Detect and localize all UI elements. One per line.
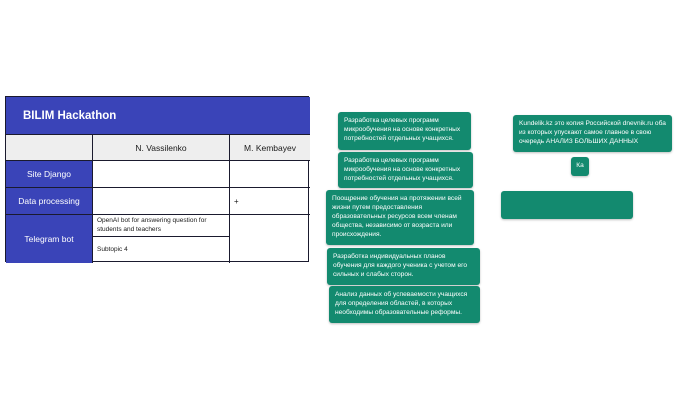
cell-telegram-openai-topic[interactable]: OpenAI bot for answering question for students and teachers: [93, 215, 230, 237]
note-card-ka[interactable]: Ка: [571, 157, 589, 176]
cell-data-processing-vassilenko[interactable]: [93, 188, 230, 215]
cell-telegram-bot-kembayev[interactable]: [230, 215, 310, 263]
note-card-microlearning-2[interactable]: Разработка целевых программ микрообучения на основе конкретных потребностей отдельных учащихся.: [338, 152, 473, 188]
header-empty-cell: [6, 135, 93, 161]
cell-site-django-kembayev[interactable]: [230, 161, 310, 188]
cell-site-django-vassilenko[interactable]: [93, 161, 230, 188]
table-title: BILIM Hackathon: [6, 97, 310, 135]
header-m-kembayev: M. Kembayev: [230, 135, 310, 161]
header-n-vassilenko: N. Vassilenko: [93, 135, 230, 161]
row-label-telegram-bot: Telegram bot: [6, 215, 93, 263]
note-card-individual-plans[interactable]: Разработка индивидуальных планов обучения для каждого ученика с учетом его сильных и слабых сторон.: [327, 248, 480, 285]
row-label-data-processing: Data processing: [6, 188, 93, 215]
note-card-kundelik[interactable]: Kundelik.kz это копия Российской dnevnik.ru оба из которых упускают самое главное в свою очередь АНАЛИЗ БОЛЬШИХ ДАННЫХ: [513, 115, 672, 152]
note-card-microlearning-1[interactable]: Разработка целевых программ микрообучения на основе конкретных потребностей отдельных учащихся.: [338, 112, 471, 150]
row-label-site-django: Site Django: [6, 161, 93, 188]
hackathon-table: [5, 96, 309, 262]
note-card-lifelong-learning[interactable]: Поощрение обучения на протяжении всей жизни путем предоставления образовательных ресурсов всем членам общества, независимо от возраста или происхождения.: [326, 190, 474, 245]
cell-telegram-subtopic-4[interactable]: Subtopic 4: [93, 237, 230, 263]
cell-data-processing-kembayev[interactable]: +: [230, 188, 310, 215]
note-card-empty[interactable]: [501, 191, 633, 219]
note-card-performance-analysis[interactable]: Анализ данных об успеваемости учащихся для определения областей, в которых необходимы образовательные реформы.: [329, 286, 480, 323]
